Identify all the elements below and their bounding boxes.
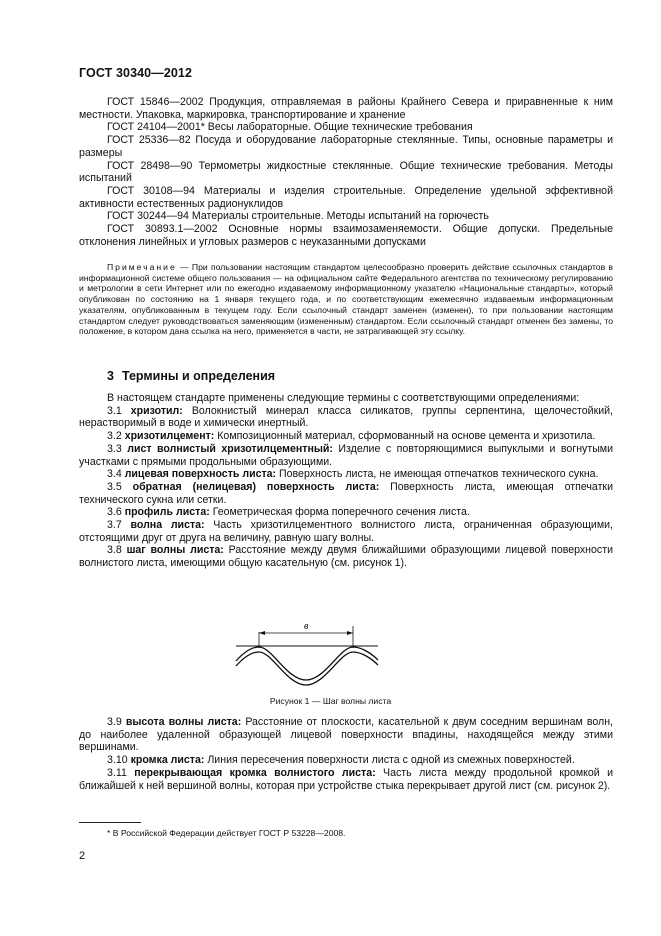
- definition-text: Поверхность листа, имеющая отпечатки технического сукна или сетки.: [79, 480, 613, 506]
- definition-item: [79, 716, 613, 754]
- definition-text: Расстояние между двумя ближайшими образующими лицевой поверхности волнистого листа, имеющими общую касательную (см. рисунок 1).: [79, 544, 613, 570]
- definition-number: 3.9: [107, 716, 122, 728]
- definition-number: 3.8: [107, 544, 122, 557]
- section-number: 3: [107, 369, 114, 383]
- definition-number: 3.1: [107, 404, 122, 417]
- definition-term: хризотилцемент:: [124, 430, 215, 443]
- reference-item: ГОСТ 25336—82 Посуда и оборудование лабораторные стеклянные. Типы, основные параметры и размеры: [79, 134, 613, 159]
- page-number: 2: [79, 850, 86, 862]
- definition-item: [79, 443, 613, 468]
- definition-number: 3.10: [107, 754, 128, 767]
- definition-item: [79, 519, 613, 544]
- definition-term: профиль листа:: [124, 506, 210, 519]
- definition-number: 3.5: [107, 480, 122, 493]
- definition-term: кромка листа:: [130, 754, 205, 767]
- definitions-list: [79, 392, 613, 570]
- intro-text: В настоящем стандарте применены следующие термины с соответствующими определениями:: [107, 392, 580, 404]
- normative-references-list: [79, 96, 613, 248]
- definition-item: [79, 544, 613, 569]
- definition-number: 3.11: [107, 766, 127, 779]
- definition-text: Линия пересечения поверхности листа с одной из смежных поверхностей.: [204, 754, 575, 767]
- definition-term: волна листа:: [130, 519, 205, 532]
- definition-text: Геометрическая форма поперечного сечения листа.: [209, 506, 470, 519]
- definitions-list-continued: [79, 716, 613, 792]
- definition-term: обратная (нелицевая) поверхность листа:: [132, 480, 380, 493]
- footnote-divider: [79, 822, 141, 823]
- definition-text: Волокнистый минерал класса силикатов, группы серпентина, щелочестойкий, нерастворимый в воде и химически инертный.: [79, 404, 613, 430]
- reference-item: ГОСТ 15846—2002 Продукция, отправляемая в районы Крайнего Севера и приравненные к ним местности. Упаковка, маркировка, транспортирование и хранение: [79, 96, 613, 121]
- definition-item: [79, 430, 613, 443]
- definition-text: Изделие с повторяющимися выпуклыми и вогнутыми участками с прямыми продольными образующими.: [79, 442, 614, 468]
- definition-term: перекрывающая кромка волнистого листа:: [134, 766, 376, 779]
- definition-number: 3.4: [107, 468, 122, 481]
- section-title: Термины и определения: [121, 369, 276, 383]
- definition-term: лист волнистый хризотилцементный:: [127, 442, 333, 455]
- definition-text: Часть листа между продольной кромкой и ближайшей к ней вершиной волны, которая при устройстве стыка перекрывает другой лист (см. рисунок 2).: [79, 766, 613, 792]
- definition-text: Поверхность листа, не имеющая отпечатков технического сукна.: [276, 468, 599, 481]
- definition-number: 3.2: [107, 430, 122, 443]
- note-text: — При пользовании настоящим стандартом целесообразно проверить действие ссылочных стандартов в информационной системе общего пользования — на официальном сайте Федерального агентства по техническому регулированию и метрологии в сети Интернет или по ежегодно издаваемому информационному указателю «Национальные стандарты», который опубликован по состоянию на 1 января текущего года, и по соответствующим ежемесячно издаваемым информационным указателям, опубликованным в текущем году. Если ссылочный стандарт заменен (изменен), то при пользовании настоящим стандартом следует руководствоваться заменяющим (измененным) стандартом. Если ссылочный стандарт отменен без замены, то положение, в котором дана ссылка на него, применяется в части, не затрагивающей эту ссылку.: [79, 262, 613, 337]
- definition-number: 3.3: [107, 442, 122, 455]
- definition-item: [79, 506, 613, 519]
- document-header: ГОСТ 30340—2012: [79, 66, 193, 80]
- definition-number: 3.7: [107, 519, 122, 532]
- note-label: Примечание: [107, 262, 177, 272]
- figure-caption: Рисунок 1 — Шаг волны листа: [269, 696, 392, 706]
- definition-term: высота волны листа:: [125, 716, 242, 728]
- dimension-label: в: [304, 621, 309, 632]
- definition-text: Расстояние от плоскости, касательной к двум соседним вершинам волн, до наиболее удаленной образующей лицевой поверхности впадины, находящейся между этими вершинами.: [79, 716, 613, 754]
- definition-item: [79, 405, 613, 430]
- reference-item: ГОСТ 30108—94 Материалы и изделия строительные. Определение удельной эффективной активности естественных радионуклидов: [79, 184, 613, 210]
- note-block: [79, 262, 613, 337]
- footnote: * В Российской Федерации действует ГОСТ Р 53228—2008.: [107, 828, 346, 838]
- definition-item: [79, 481, 613, 506]
- definition-term: лицевая поверхность листа:: [124, 468, 277, 481]
- definition-term: шаг волны листа:: [126, 544, 224, 557]
- reference-item: ГОСТ 30893.1—2002 Основные нормы взаимозаменяемости. Общие допуски. Предельные отклонения линейных и угловых размеров с неуказанными допусками: [79, 223, 613, 248]
- definition-item: [79, 468, 613, 481]
- definition-text: Композиционный материал, сформованный на основе цемента и хризотила.: [214, 430, 596, 443]
- definition-item: [79, 754, 613, 767]
- definition-number: 3.6: [107, 506, 122, 519]
- reference-item: ГОСТ 30244—94 Материалы строительные. Методы испытаний на горючесть: [107, 210, 489, 223]
- wave-pitch-figure: [232, 616, 382, 690]
- reference-item: ГОСТ 28498—90 Термометры жидкостные стеклянные. Общие технические требования. Методы испытаний: [79, 159, 613, 185]
- reference-item: ГОСТ 24104—2001* Весы лабораторные. Общие технические требования: [107, 121, 473, 134]
- definition-item: [79, 767, 613, 792]
- definition-text: Часть хризотилцементного волнистого листа, ограниченная образующими, отстоящими друг от друга на величину, равную шагу волны.: [79, 519, 613, 544]
- definition-term: хризотил:: [130, 404, 183, 417]
- section-heading: [107, 369, 283, 383]
